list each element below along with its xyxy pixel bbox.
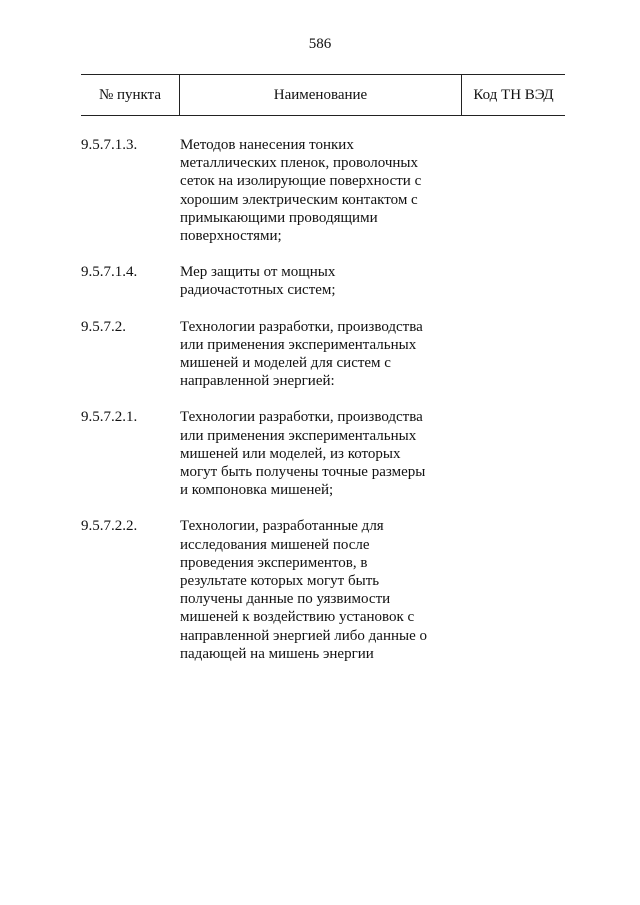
row-name <box>180 136 452 245</box>
table-row <box>81 263 565 299</box>
row-name-line: или применения экспериментальных <box>180 427 417 444</box>
row-name-line: Технологии, разработанные для <box>180 518 384 535</box>
row-name-line: металлических пленок, проволочных <box>180 155 419 172</box>
row-number: 9.5.7.2.1. <box>81 409 138 426</box>
row-name-line: мишеней и моделей для систем с <box>180 355 391 372</box>
row-name-line: и компоновка мишеней; <box>180 482 334 499</box>
row-number: 9.5.7.2. <box>81 318 126 335</box>
row-name-line: Мер защиты от мощных <box>180 264 336 281</box>
row-name-line: хорошим электрическим контактом с <box>180 191 418 208</box>
row-name-line: проведения экспериментов, в <box>180 554 368 571</box>
table-row <box>81 517 565 663</box>
row-name-line: мишеней или моделей, из которых <box>180 445 401 462</box>
row-name <box>180 408 452 499</box>
row-number: 9.5.7.1.3. <box>81 137 138 153</box>
row-name-line: могут быть получены точные размеры <box>180 464 426 481</box>
row-name-line: исследования мишеней после <box>180 536 370 553</box>
row-name-line: падающей на мишень энергии <box>180 645 374 662</box>
row-name-line: или применения экспериментальных <box>180 336 417 353</box>
row-name-line: результате которых могут быть <box>180 573 380 590</box>
header-name: Наименование <box>273 87 368 103</box>
page-number: 586 <box>308 36 332 52</box>
row-name-line: Методов нанесения тонких <box>180 137 354 153</box>
row-name <box>180 318 452 391</box>
row-name-line: мишеней к воздействию установок с <box>180 609 415 626</box>
row-name-line: Технологии разработки, производства <box>180 318 423 335</box>
row-name <box>180 263 452 299</box>
row-name-line: направленной энергией: <box>180 373 335 390</box>
table-row <box>81 318 565 391</box>
row-name-line: Технологии разработки, производства <box>180 409 423 426</box>
row-name-line: сеток на изолирующие поверхности с <box>180 173 422 190</box>
table-body <box>81 136 565 681</box>
row-name-line: поверхностями; <box>180 228 282 245</box>
row-number: 9.5.7.2.2. <box>81 518 138 535</box>
row-name-line: направленной энергией либо данные о <box>180 627 427 644</box>
header-number: № пункта <box>98 87 162 103</box>
table-row <box>81 408 565 499</box>
row-number: 9.5.7.1.4. <box>81 264 138 281</box>
table-row <box>81 136 565 245</box>
row-name-line: радиочастотных систем; <box>180 282 336 299</box>
header-code: Код ТН ВЭД <box>473 87 554 103</box>
row-name <box>180 517 452 663</box>
row-name-line: получены данные по уязвимости <box>180 591 391 608</box>
table-header <box>81 74 565 116</box>
row-name-line: примыкающими проводящими <box>180 209 378 226</box>
